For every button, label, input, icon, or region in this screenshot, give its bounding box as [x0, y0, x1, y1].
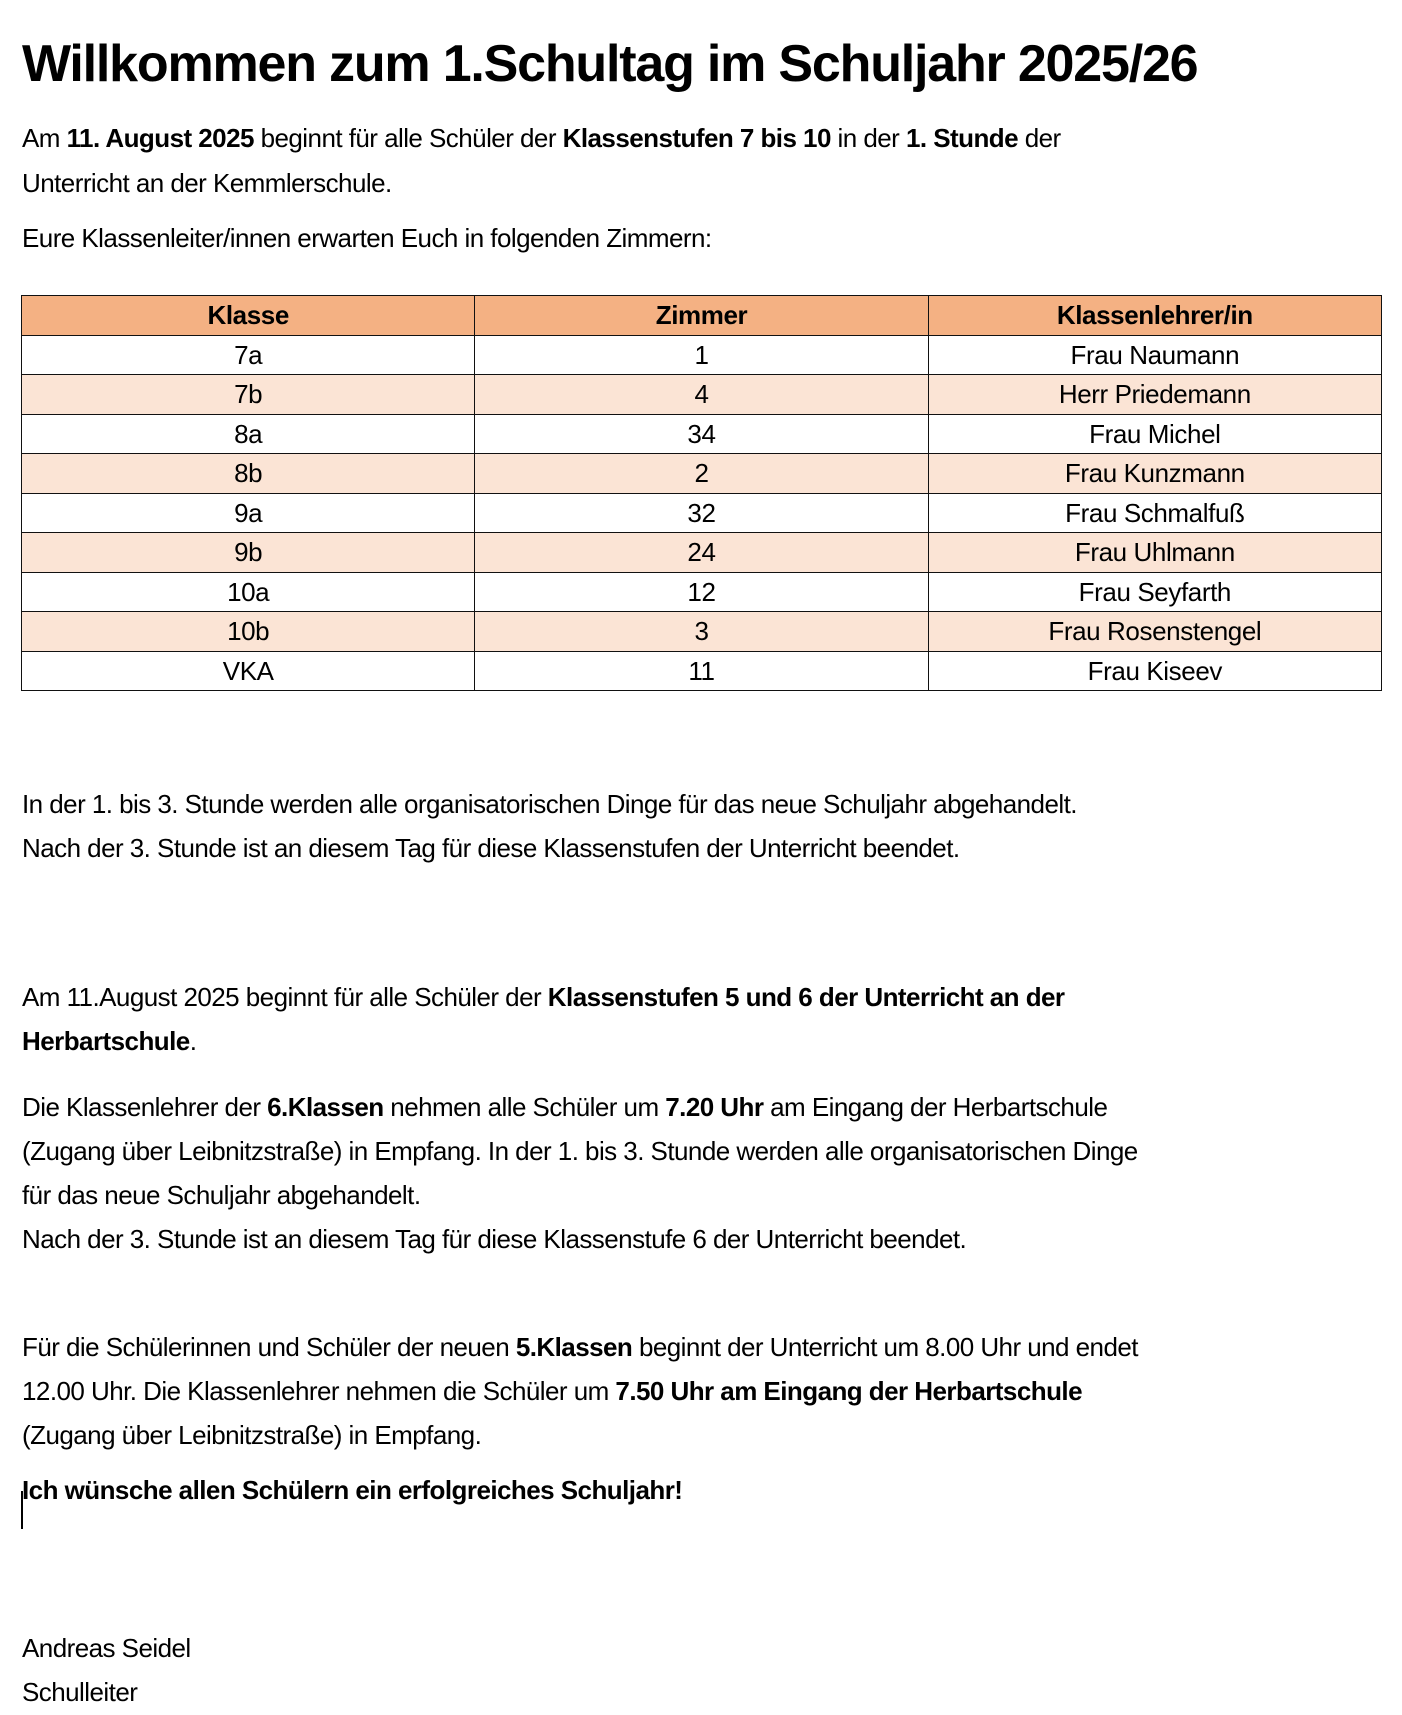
- bold-text: 7.50 Uhr am Eingang der Herbartschule: [615, 1376, 1082, 1406]
- cell-lehrer: Frau Michel: [928, 414, 1381, 454]
- table-row: [22, 335, 1382, 375]
- class5-line-1: [22, 1325, 1138, 1369]
- table-header-row: [22, 296, 1382, 336]
- text: Am: [22, 123, 67, 153]
- text: in der: [830, 123, 906, 153]
- table-row: [22, 414, 1382, 454]
- text: der: [1018, 123, 1061, 153]
- table-row: [22, 454, 1382, 494]
- cell-lehrer: Frau Uhlmann: [928, 533, 1381, 573]
- text: beginnt der Unterricht um 8.00 Uhr und endet: [632, 1332, 1138, 1362]
- class6-line-3: für das neue Schuljahr abgehandelt.: [22, 1180, 421, 1210]
- cell-lehrer: Frau Kiseev: [928, 651, 1381, 691]
- text: .: [189, 1026, 197, 1056]
- class6-line-2: (Zugang über Leibnitzstraße) in Empfang. In der 1. bis 3. Stunde werden alle organisatorischen Dinge: [22, 1136, 1138, 1166]
- table-row: [22, 612, 1382, 652]
- intro-line-2: Unterricht an der Kemmlerschule.: [22, 168, 392, 198]
- signature-role: Schulleiter: [22, 1677, 138, 1707]
- class5-line-2: [22, 1369, 1082, 1413]
- bold-text: 11. August 2025: [66, 123, 254, 153]
- table-row: [22, 375, 1382, 415]
- cell-zimmer: 32: [475, 493, 928, 533]
- header-zimmer: Zimmer: [475, 296, 928, 336]
- herbart-intro-line-1: [22, 975, 1065, 1019]
- cell-klasse: 8a: [22, 414, 475, 454]
- cell-klasse: 9b: [22, 533, 475, 573]
- bold-text: Herbartschule: [22, 1026, 190, 1056]
- cell-klasse: 10a: [22, 572, 475, 612]
- cell-zimmer: 11: [475, 651, 928, 691]
- cell-zimmer: 34: [475, 414, 928, 454]
- cell-lehrer: Frau Schmalfuß: [928, 493, 1381, 533]
- cell-lehrer: Frau Rosenstengel: [928, 612, 1381, 652]
- text: Für die Schülerinnen und Schüler der neuen: [22, 1332, 516, 1362]
- header-klasse: Klasse: [22, 296, 475, 336]
- text: beginnt für alle Schüler der: [253, 123, 563, 153]
- kemmler-info-line-1: In der 1. bis 3. Stunde werden alle organisatorischen Dinge für das neue Schuljahr abgehandelt.: [22, 789, 1077, 819]
- cell-lehrer: Frau Seyfarth: [928, 572, 1381, 612]
- text: nehmen alle Schüler um: [383, 1092, 666, 1122]
- text: Die Klassenlehrer der: [22, 1092, 268, 1122]
- text: am Eingang der Herbartschule: [763, 1092, 1108, 1122]
- cell-klasse: 7b: [22, 375, 475, 415]
- page-title: Willkommen zum 1.Schultag im Schuljahr 2025/26: [22, 35, 1198, 93]
- cell-klasse: 8b: [22, 454, 475, 494]
- cell-klasse: VKA: [22, 651, 475, 691]
- cell-zimmer: 24: [475, 533, 928, 573]
- intro-rooms-lead: Eure Klassenleiter/innen erwarten Euch in folgenden Zimmern:: [22, 223, 712, 253]
- cell-klasse: 10b: [22, 612, 475, 652]
- cell-klasse: 7a: [22, 335, 475, 375]
- text: Am 11.August 2025 beginnt für alle Schüler der: [22, 982, 548, 1012]
- signature-name: Andreas Seidel: [22, 1633, 191, 1663]
- herbart-intro-line-2: [22, 1019, 196, 1063]
- cell-lehrer: Herr Priedemann: [928, 375, 1381, 415]
- bold-text: 7.20 Uhr: [665, 1092, 764, 1122]
- bold-text: Klassenstufen 7 bis 10: [562, 123, 831, 153]
- cell-klasse: 9a: [22, 493, 475, 533]
- table-row: [22, 493, 1382, 533]
- bold-text: 5.Klassen: [515, 1332, 633, 1362]
- class5-line-3: (Zugang über Leibnitzstraße) in Empfang.: [22, 1420, 482, 1450]
- kemmler-info-line-2: Nach der 3. Stunde ist an diesem Tag für diese Klassenstufen der Unterricht beendet.: [22, 833, 960, 863]
- closing-wish: Ich wünsche allen Schülern ein erfolgreiches Schuljahr!: [22, 1475, 683, 1505]
- cell-lehrer: Frau Kunzmann: [928, 454, 1381, 494]
- bold-text: Klassenstufen 5 und 6 der Unterricht an der: [547, 982, 1065, 1012]
- cell-zimmer: 3: [475, 612, 928, 652]
- class6-line-1: [22, 1085, 1107, 1129]
- header-klassenlehrer: Klassenlehrer/in: [928, 296, 1381, 336]
- cell-zimmer: 4: [475, 375, 928, 415]
- bold-text: 1. Stunde: [905, 123, 1019, 153]
- text: 12.00 Uhr. Die Klassenlehrer nehmen die Schüler um: [22, 1376, 616, 1406]
- bold-text: 6.Klassen: [267, 1092, 384, 1122]
- cell-zimmer: 12: [475, 572, 928, 612]
- class6-line-4: Nach der 3. Stunde ist an diesem Tag für diese Klassenstufe 6 der Unterricht beendet.: [22, 1224, 967, 1254]
- cell-zimmer: 1: [475, 335, 928, 375]
- cell-zimmer: 2: [475, 454, 928, 494]
- table-row: [22, 572, 1382, 612]
- table-row: [22, 651, 1382, 691]
- class-room-table: [21, 295, 1382, 691]
- cell-lehrer: Frau Naumann: [928, 335, 1381, 375]
- intro-line-1: [22, 116, 1061, 160]
- table-row: [22, 533, 1382, 573]
